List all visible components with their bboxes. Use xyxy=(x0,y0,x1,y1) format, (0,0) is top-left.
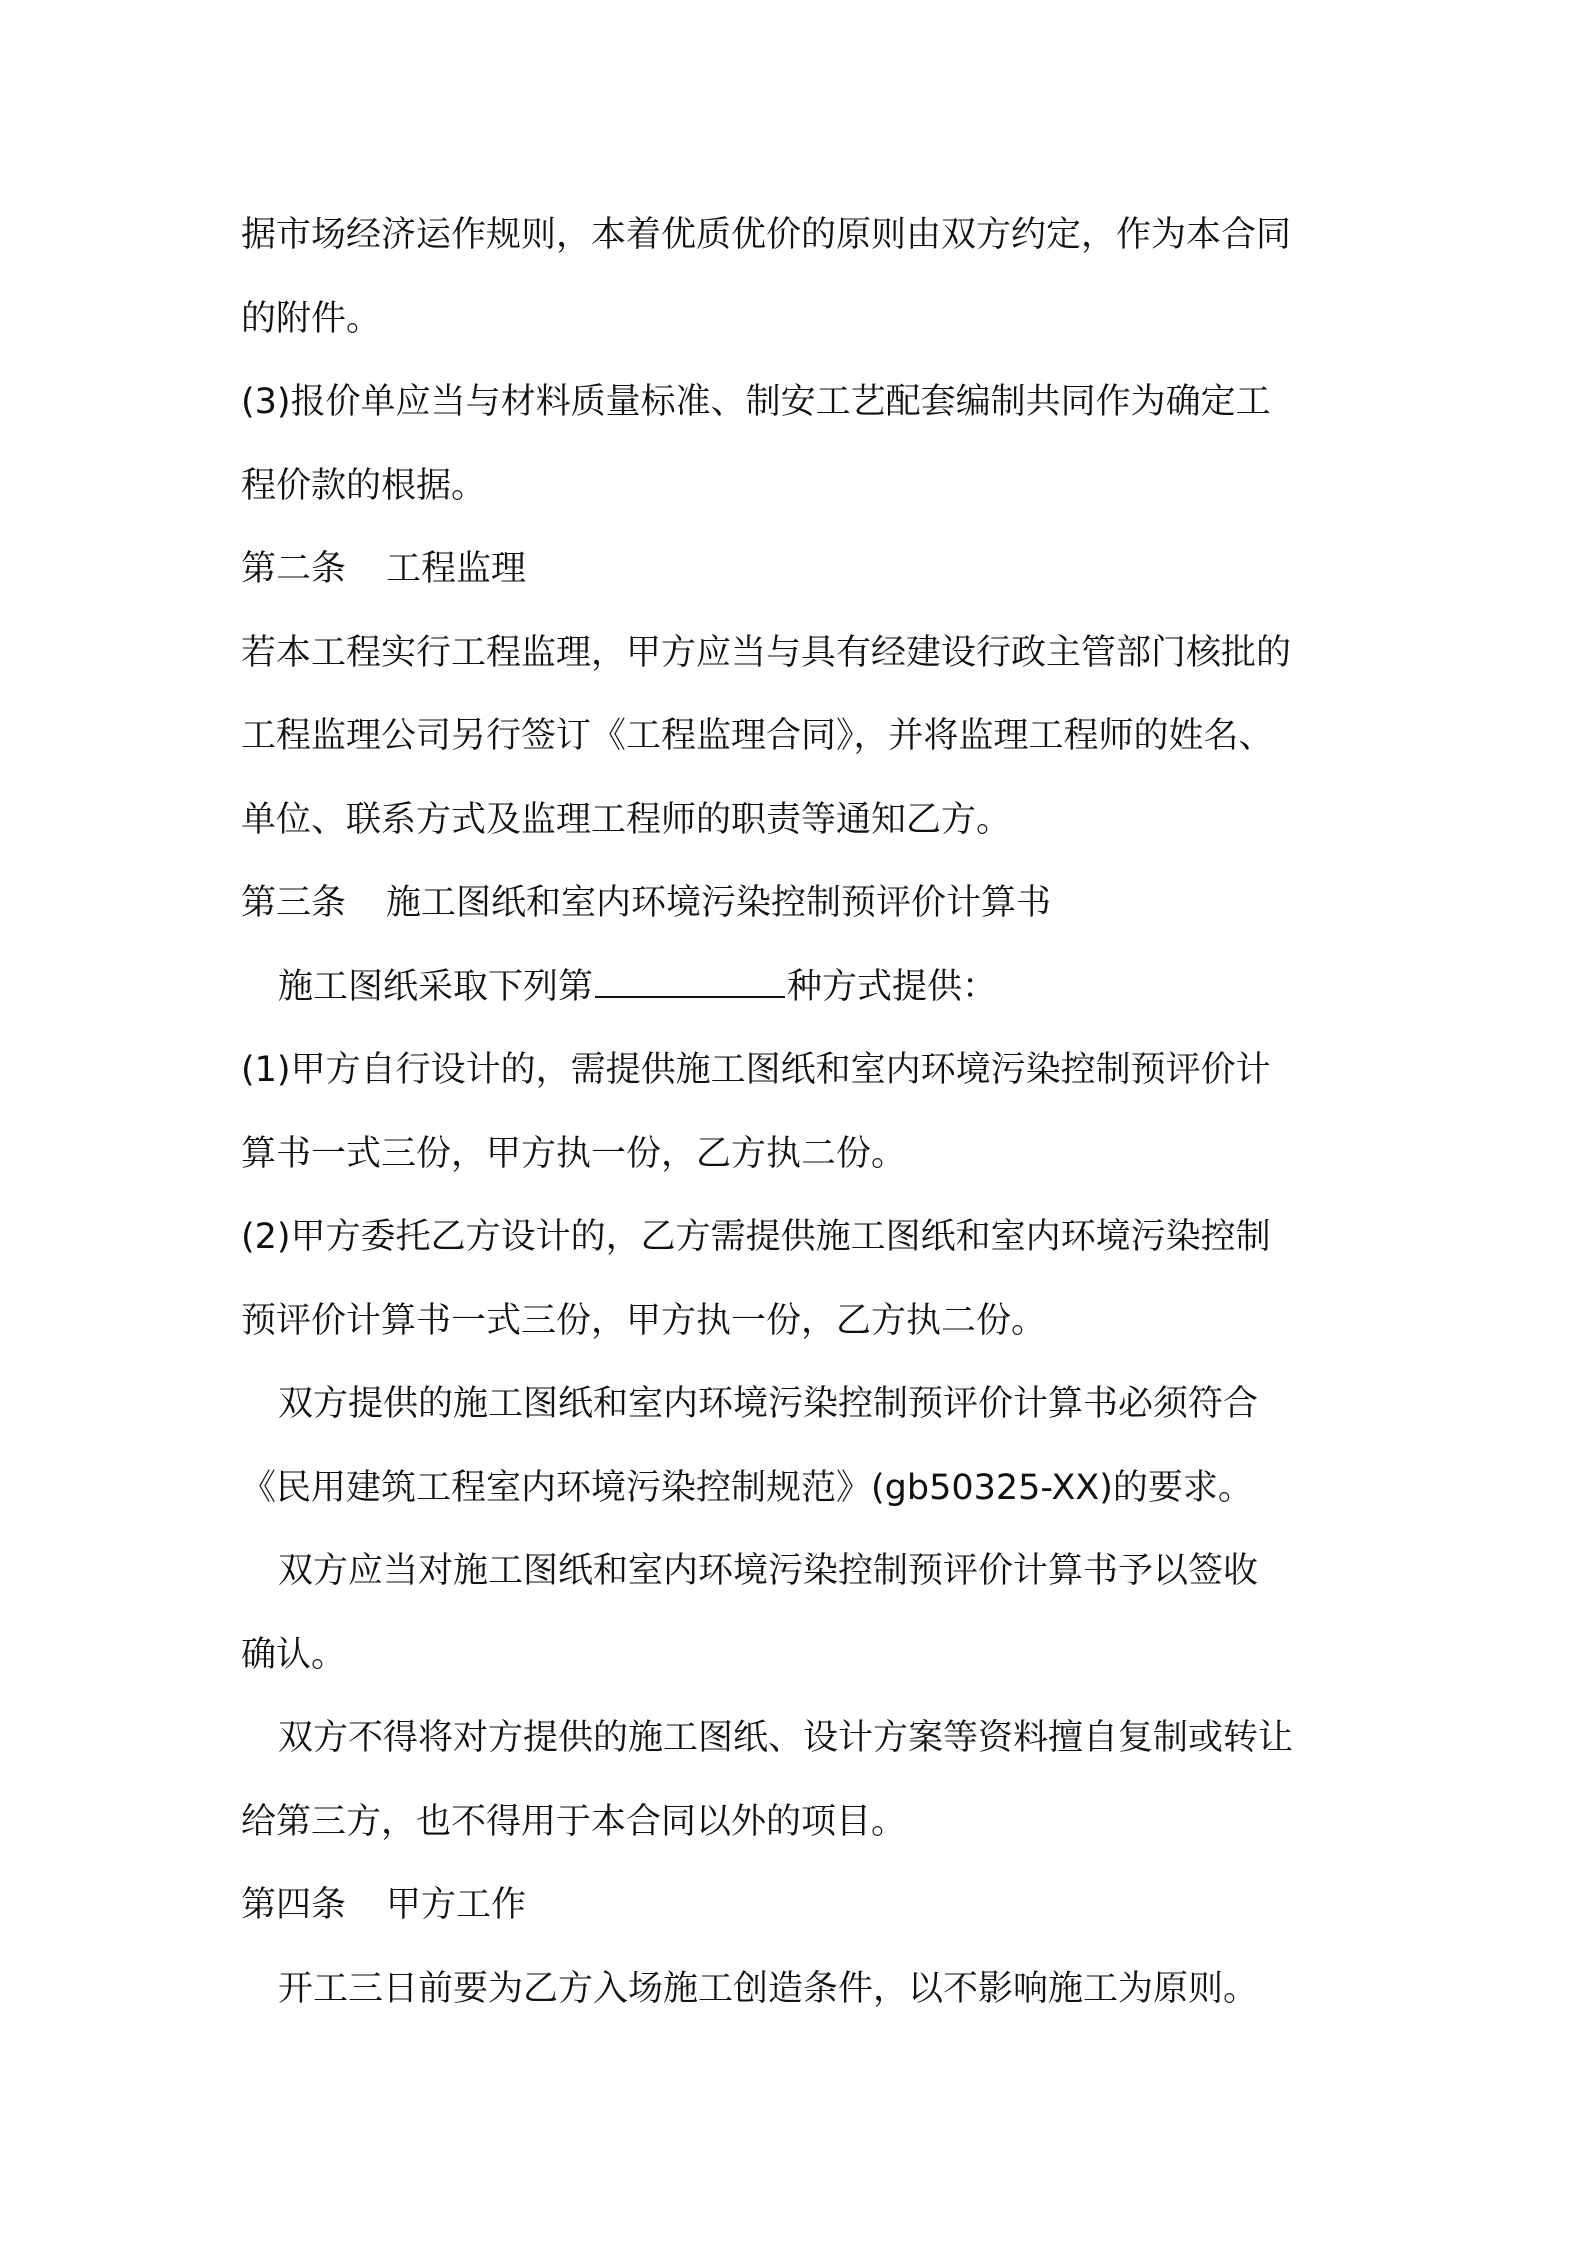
blank-suffix-text: 种方式提供： xyxy=(787,966,998,1007)
article-number: 第三条 xyxy=(241,883,347,923)
article-heading-4 xyxy=(241,1864,1356,1948)
paragraph-line xyxy=(241,946,1356,1030)
contract-text xyxy=(241,194,1356,2031)
paragraph-line: (2)甲方委托乙方设计的，乙方需提供施工图纸和室内环境污染控制 xyxy=(241,1217,1271,1257)
paragraph-line: 若本工程实行工程监理，甲方应当与具有经建设行政主管部门核批的 xyxy=(241,632,1292,673)
paragraph-line: (3)报价单应当与材料质量标准、制安工艺配套编制共同作为确定工 xyxy=(241,382,1271,422)
paragraph-line: 《民用建筑工程室内环境污染控制规范》(gb50325-XX)的要求。 xyxy=(241,1467,1253,1508)
article-title: 工程监理 xyxy=(386,549,527,589)
paragraph-line: 工程监理公司另行签订《工程监理合同》，并将监理工程师的姓名、 xyxy=(241,716,1274,756)
paragraph-line: (1)甲方自行设计的，需提供施工图纸和室内环境污染控制预评价计 xyxy=(241,1050,1271,1090)
fill-in-blank xyxy=(595,966,785,998)
paragraph-line: 的附件。 xyxy=(241,298,382,339)
paragraph-line: 双方应当对施工图纸和室内环境污染控制预评价计算书予以签收 xyxy=(278,1551,1259,1591)
paragraph-line: 单位、联系方式及监理工程师的职责等通知乙方。 xyxy=(241,799,1012,840)
article-number: 第四条 xyxy=(241,1885,347,1925)
article-title: 甲方工作 xyxy=(386,1885,527,1925)
paragraph-line: 算书一式三份，甲方执一份，乙方执二份。 xyxy=(241,1133,907,1174)
article-title: 施工图纸和室内环境污染控制预评价计算书 xyxy=(386,883,1052,923)
paragraph-line: 开工三日前要为乙方入场施工创造条件，以不影响施工为原则。 xyxy=(278,1968,1259,2009)
paragraph-line: 双方提供的施工图纸和室内环境污染控制预评价计算书必须符合 xyxy=(278,1384,1259,1424)
article-heading-2 xyxy=(241,528,1356,612)
paragraph-line: 程价款的根据。 xyxy=(241,465,487,506)
paragraph-line: 据市场经济运作规则，本着优质优价的原则由双方约定，作为本合同 xyxy=(241,215,1292,255)
paragraph-line: 确认。 xyxy=(241,1634,347,1675)
paragraph-line: 预评价计算书一式三份，甲方执一份，乙方执二份。 xyxy=(241,1300,1047,1341)
paragraph-line: 给第三方，也不得用于本合同以外的项目。 xyxy=(241,1801,907,1842)
blank-prefix-text: 施工图纸采取下列第 xyxy=(278,966,594,1007)
article-number: 第二条 xyxy=(241,549,347,589)
paragraph-line: 双方不得将对方提供的施工图纸、设计方案等资料擅自复制或转让 xyxy=(278,1718,1294,1758)
article-heading-3 xyxy=(241,862,1356,946)
